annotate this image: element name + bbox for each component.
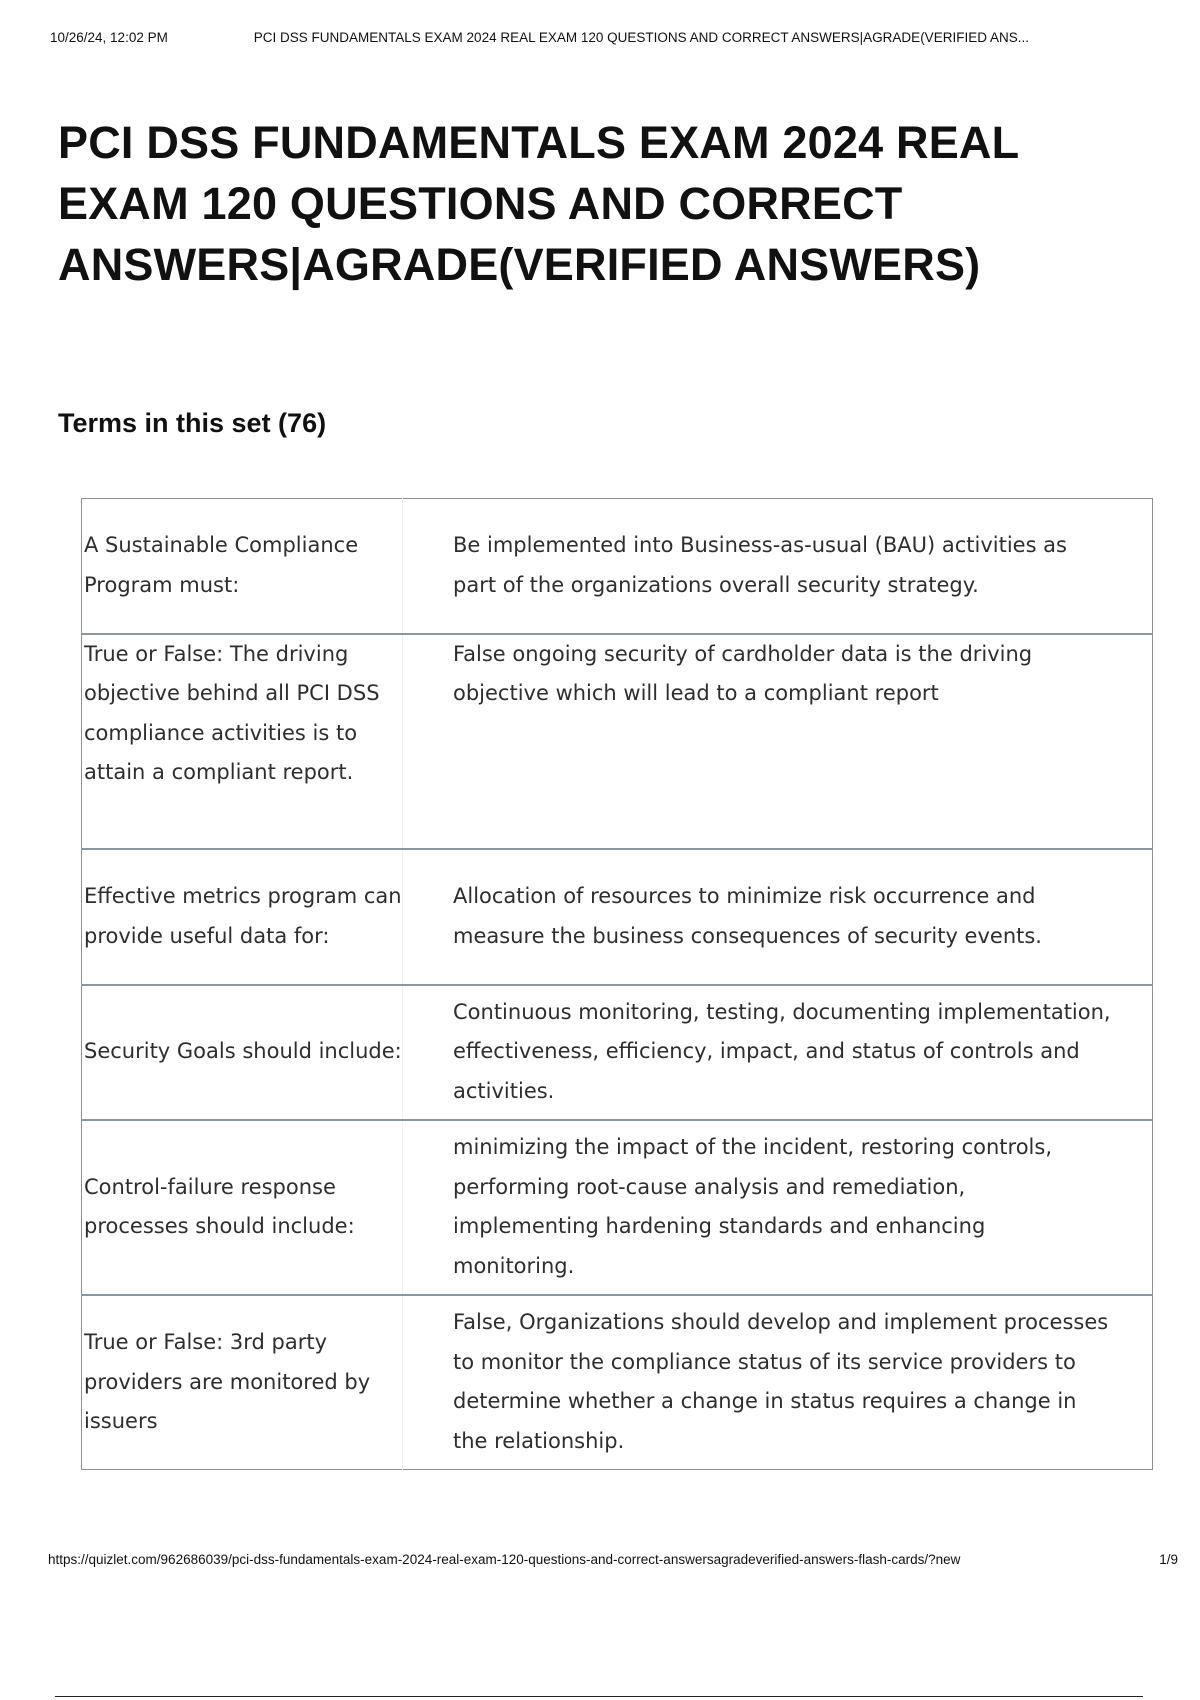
print-footer: [48, 1552, 1178, 1567]
print-timestamp: 10/26/24, 12:02 PM: [50, 30, 168, 45]
term-row: [82, 849, 1153, 985]
term-row: [82, 1295, 1153, 1470]
term-row: [82, 1120, 1153, 1295]
terms-table: [81, 498, 1153, 1470]
print-header: [50, 30, 1160, 45]
term-row: [82, 634, 1153, 849]
page-number: 1/9: [1159, 1552, 1178, 1567]
term-row: [82, 985, 1153, 1120]
term-row: [82, 499, 1153, 634]
term-cell: True or False: The driving objective behind all PCI DSS compliance activities is to attain a compliant report.: [82, 634, 403, 849]
definition-cell: Allocation of resources to minimize risk occurrence and measure the business consequences of security events.: [453, 884, 1042, 948]
term-cell: A Sustainable Compliance Program must:: [82, 499, 403, 634]
term-cell: Security Goals should include:: [82, 985, 403, 1120]
page-title: PCI DSS FUNDAMENTALS EXAM 2024 REAL EXAM 120 QUESTIONS AND CORRECT ANSWERS|AGRADE(VERIFIED ANSWERS): [58, 117, 1019, 290]
definition-cell: Be implemented into Business-as-usual (BAU) activities as part of the organizations overall security strategy.: [453, 533, 1067, 597]
source-url: https://quizlet.com/962686039/pci-dss-fundamentals-exam-2024-real-exam-120-questions-and-correct-answersagradeverified-answers-flash-cards/?new: [48, 1552, 961, 1567]
definition-cell: Continuous monitoring, testing, documenting implementation, effectiveness, efficiency, impact, and status of controls and activities.: [453, 999, 1111, 1103]
terms-heading: Terms in this set (76): [58, 408, 327, 438]
print-page-title: PCI DSS FUNDAMENTALS EXAM 2024 REAL EXAM 120 QUESTIONS AND CORRECT ANSWERS|AGRADE(VERIFIED ANS...: [253, 30, 1029, 45]
definition-cell: False ongoing security of cardholder data is the driving objective which will lead to a compliant report: [453, 641, 1033, 705]
term-cell: True or False: 3rd party providers are monitored by issuers: [82, 1295, 403, 1470]
page-divider: [55, 1696, 1143, 1697]
definition-cell: False, Organizations should develop and implement processes to monitor the compliance status of its service providers to determine whether a change in status requires a change in the relationship.: [453, 1310, 1109, 1453]
definition-cell: minimizing the impact of the incident, restoring controls, performing root-cause analysis and remediation, implementing hardening standards and enhancing monitoring.: [453, 1135, 1053, 1278]
term-cell: Effective metrics program can provide useful data for:: [82, 849, 403, 985]
term-cell: Control-failure response processes should include:: [82, 1120, 403, 1295]
